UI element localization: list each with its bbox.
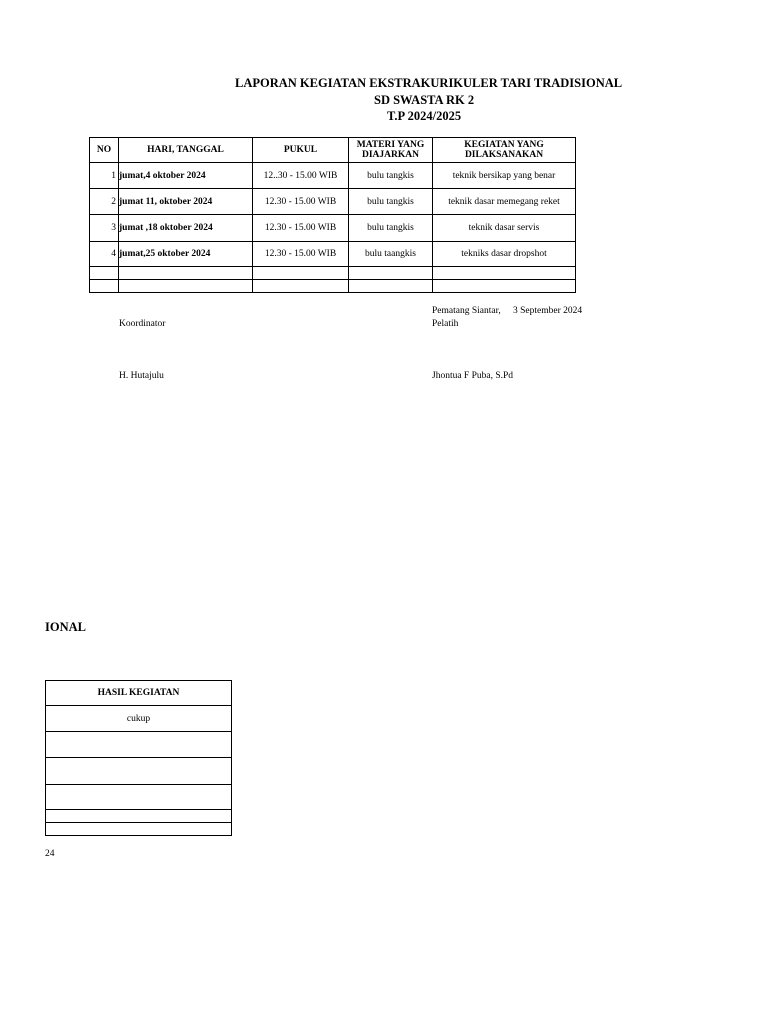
result-header: HASIL KEGIATAN (46, 681, 232, 706)
trainer-role: Pelatih (432, 319, 459, 329)
signature-date: 3 September 2024 (513, 306, 583, 316)
row-time: 12.30 - 15.00 WIB (253, 189, 349, 215)
result-empty (46, 810, 232, 823)
result-empty (46, 823, 232, 836)
row-material: bulu taangkis (349, 242, 433, 267)
header-activity (433, 138, 576, 163)
row-activity: teknik dasar servis (433, 215, 576, 242)
date-overflow: 24 (45, 849, 55, 859)
header-material-line2: DIAJARKAN (362, 150, 419, 160)
empty-row (90, 280, 576, 293)
row-activity: teknik bersikap yang benar (433, 163, 576, 189)
activity-table (89, 137, 576, 293)
header-time: PUKUL (253, 138, 349, 163)
coordinator-role: Koordinator (119, 319, 166, 329)
row-no: 2 (90, 189, 119, 215)
row-no: 1 (90, 163, 119, 189)
table-row (90, 215, 576, 242)
row-day: jumat,4 oktober 2024 (119, 163, 253, 189)
row-time: 12.30 - 15.00 WIB (253, 242, 349, 267)
row-no: 4 (90, 242, 119, 267)
header-activity-line2: DILAKSANAKAN (464, 150, 544, 160)
result-table (45, 680, 232, 836)
table-row (90, 242, 576, 267)
row-time: 12.30 - 15.00 WIB (253, 215, 349, 242)
title-overflow: IONAL (45, 620, 86, 634)
row-activity: tekniks dasar dropshot (433, 242, 576, 267)
row-material: bulu tangkis (349, 163, 433, 189)
row-no: 3 (90, 215, 119, 242)
row-day: jumat,25 oktober 2024 (119, 242, 253, 267)
table-row (90, 189, 576, 215)
empty-row (90, 267, 576, 280)
place-label: Pematang Siantar, (432, 306, 501, 316)
report-title: LAPORAN KEGIATAN EKSTRAKURIKULER TARI TRADISIONAL (235, 76, 623, 90)
coordinator-name: H. Hutajulu (119, 371, 164, 381)
title-clip (90, 76, 623, 92)
date-clip (513, 305, 583, 319)
school-year: T.P 2024/2025 (387, 109, 462, 123)
row-activity: teknik dasar memegang reket (433, 189, 576, 215)
header-material-line1: MATERI YANG (356, 140, 425, 150)
header-day: HARI, TANGGAL (119, 138, 253, 163)
result-value: cukup (46, 706, 232, 732)
header-material (349, 138, 433, 163)
header-activity-line1: KEGIATAN YANG (464, 140, 544, 150)
row-material: bulu tangkis (349, 215, 433, 242)
trainer-name: Jhontua F Puba, S.Pd (432, 371, 514, 381)
row-day: jumat ,18 oktober 2024 (119, 215, 253, 242)
row-day: jumat 11, oktober 2024 (119, 189, 253, 215)
table-header-row (90, 138, 576, 163)
table-row (90, 163, 576, 189)
header-no: NO (90, 138, 119, 163)
row-time: 12..30 - 15.00 WIB (253, 163, 349, 189)
result-empty (46, 732, 232, 758)
result-empty (46, 785, 232, 810)
school-name: SD SWASTA RK 2 (374, 93, 475, 107)
result-empty (46, 758, 232, 785)
row-material: bulu tangkis (349, 189, 433, 215)
